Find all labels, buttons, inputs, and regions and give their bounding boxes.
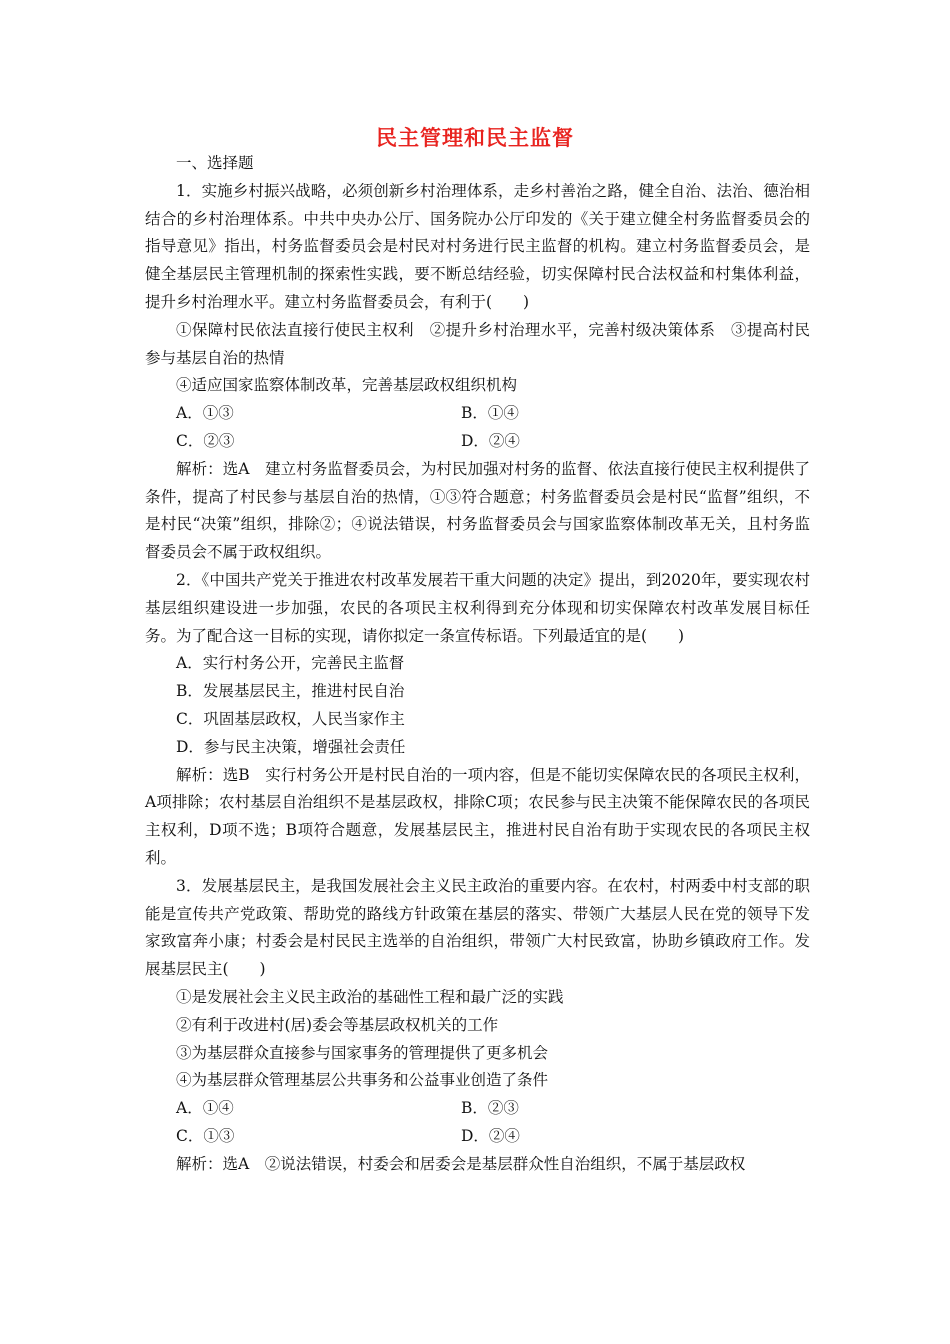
- option-a: A．①④: [176, 1099, 234, 1118]
- question-3-stem: 3．发展基层民主，是我国发展社会主义民主政治的重要内容。在农村，村两委中村支部的职能是宣传共产党政策、帮助党的路线方针政策在基层的落实、带领广大基层人民在党的领导下发家致富奔小康；村委会是村民民主选举的自治组织，带领广大村民致富，协助乡镇政府工作。发展基层民主( ): [145, 876, 810, 979]
- question-1-options-row-1: [145, 400, 810, 428]
- question-1-analysis: 解析：选A 建立村务监督委员会，为村民加强对村务的监督、依法直接行使民主权利提供了条件，提高了村民参与基层自治的热情，①③符合题意；村务监督委员会是村民“监督”组织，不是村民“决策”组织，排除②；④说法错误，村务监督委员会与国家监察体制改革无关，且村务监督委员会不属于政权组织。: [145, 459, 810, 562]
- question-1-options-row-2: [145, 428, 810, 456]
- option-c: C．巩固基层政权，人民当家作主: [176, 709, 405, 728]
- option-c: C．②③: [176, 431, 235, 450]
- question-2-analysis: 解析：选B 实行村务公开是村民自治的一项内容，但是不能切实保障农民的各项民主权利，A项排除；农村基层自治组织不是基层政权，排除C项；农民参与民主决策不能保障农民的各项民主权利，D项不选；B项符合题意，发展基层民主，推进村民自治有助于实现农民的各项民主权利。: [145, 765, 810, 867]
- question-3-item-2: ②有利于改进村(居)委会等基层政权机关的工作: [176, 1015, 499, 1034]
- option-b: B．发展基层民主，推进村民自治: [176, 682, 405, 701]
- question-1-items: ①保障村民依法直接行使民主权利 ②提升乡村治理水平，完善村级决策体系 ③提高村民参与基层自治的热情: [145, 320, 810, 367]
- question-2-stem: 2．《中国共产党关于推进农村改革发展若干重大问题的决定》提出，到2020年，要实现农村基层组织建设进一步加强，农民的各项民主权利得到充分体现和切实保障农村改革发展目标任务。为了配合这一目标的实现，请你拟定一条宣传标语。下列最适宜的是( ): [145, 570, 810, 645]
- option-b: B．①④: [461, 404, 519, 423]
- question-1-stem: 1．实施乡村振兴战略，必须创新乡村治理体系，走乡村善治之路，健全自治、法治、德治相结合的乡村治理体系。中共中央办公厅、国务院办公厅印发的《关于建立健全村务监督委员会的指导意见》指出，村务监督委员会是村民对村务进行民主监督的机构。建立村务监督委员会，是健全基层民主管理机制的探索性实践，要不断总结经验，切实保障村民合法权益和村集体利益，提升乡村治理水平。建立村务监督委员会，有利于( ): [145, 181, 810, 311]
- option-a: A．实行村务公开，完善民主监督: [176, 654, 405, 673]
- option-a: A．①③: [176, 404, 234, 423]
- document-body: [145, 150, 810, 1178]
- question-1-item-4: ④适应国家监察体制改革，完善基层政权组织机构: [176, 376, 518, 395]
- option-d: D．②④: [461, 1126, 520, 1145]
- question-3-item-4: ④为基层群众管理基层公共事务和公益事业创造了条件: [176, 1071, 549, 1090]
- question-3-item-3: ③为基层群众直接参与国家事务的管理提供了更多机会: [176, 1043, 549, 1062]
- question-3-options-row-1: [145, 1095, 810, 1123]
- page-title: 民主管理和民主监督: [376, 126, 574, 150]
- option-d: D．②④: [461, 431, 520, 450]
- option-b: B．②③: [461, 1099, 519, 1118]
- question-3-analysis: 解析：选A ②说法错误，村委会和居委会是基层群众性自治组织，不属于基层政权: [176, 1154, 746, 1173]
- question-3-options-row-2: [145, 1123, 810, 1151]
- option-c: C．①③: [176, 1126, 235, 1145]
- question-3-item-1: ①是发展社会主义民主政治的基础性工程和最广泛的实践: [176, 987, 564, 1006]
- section-heading: 一、选择题: [176, 154, 254, 172]
- option-d: D．参与民主决策，增强社会责任: [176, 737, 406, 756]
